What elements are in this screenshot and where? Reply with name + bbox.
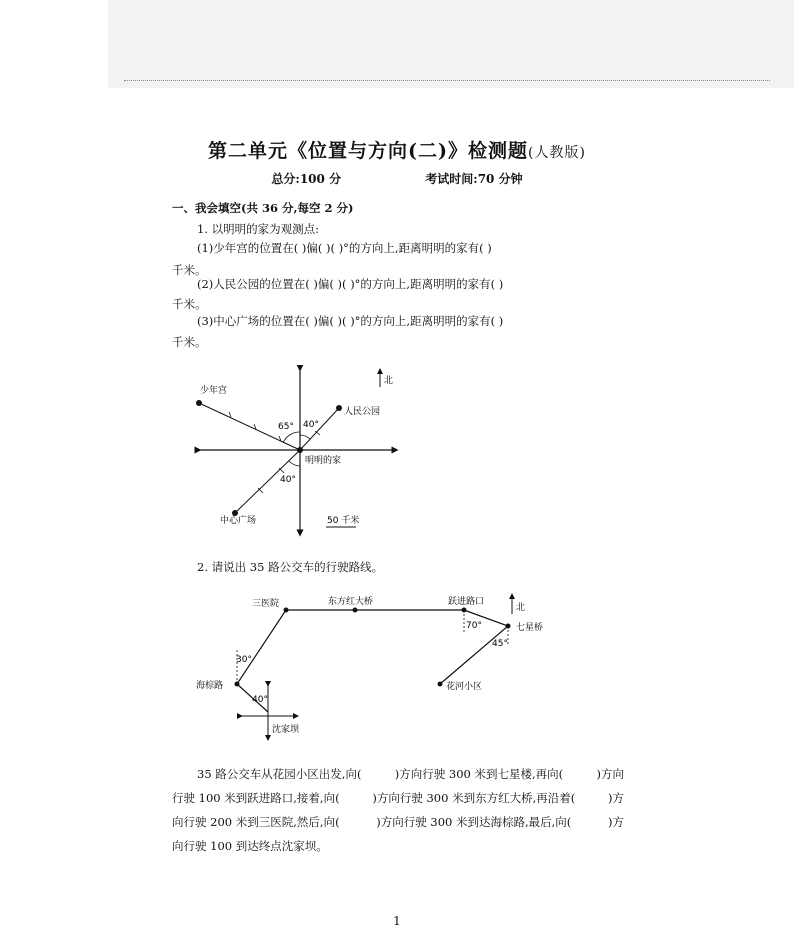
label-haizong: 海棕路 [196, 681, 224, 691]
point-huahe [438, 682, 443, 687]
passage-2-a: 行驶 100 米到跃进路口,接着,向( [172, 791, 340, 805]
point-haizong [235, 682, 240, 687]
map1-north-label: 北 [384, 376, 394, 386]
passage-1-b: )方向行驶 300 米到七星楼,再向( [394, 767, 564, 781]
angle-arc-40-top [300, 435, 310, 439]
passage-3-c: )方 [607, 815, 624, 829]
angle-arc-65 [283, 432, 300, 443]
passage-1-a: 35 路公交车从花园小区出发,向( [197, 767, 362, 781]
passage-1-c: )方向 [596, 767, 624, 781]
point-qixingqiao [506, 624, 511, 629]
angle-label-70: 70° [466, 621, 482, 631]
bus-route-passage [172, 762, 624, 858]
q1-item-1-line1: (1)少年宫的位置在( )偏( )( )°的方向上,距离明明的家有( ) [197, 241, 492, 255]
passage-line-1 [172, 762, 624, 786]
label-zhongxinguangchang: 中心广场 [220, 516, 257, 526]
point-dongfanghong [353, 608, 358, 613]
angle-label-45: 45° [492, 639, 508, 649]
exam-time: 考试时间:70 分钟 [425, 172, 523, 186]
point-shaoniangong [196, 400, 202, 406]
point-mingming [297, 447, 303, 453]
angle-label-40-bottom: 40° [280, 475, 296, 485]
question-1-stem: 1. 以明明的家为观测点: [197, 222, 320, 236]
page-number: 1 [393, 914, 401, 928]
q1-item-2-line1: (2)人民公园的位置在( )偏( )( )°的方向上,距离明明的家有( ) [197, 277, 504, 291]
angle-arc-40-bottom [289, 461, 300, 466]
label-yuejin: 跃进路口 [448, 597, 485, 607]
header-divider [124, 80, 770, 81]
title-edition: (人教版) [528, 145, 586, 161]
angle-label-30: 30° [236, 655, 252, 665]
bus-route-map [190, 588, 570, 743]
label-qixingqiao: 七星桥 [516, 623, 544, 633]
label-renmingongyuan: 人民公园 [344, 407, 381, 417]
page-title [0, 136, 794, 163]
passage-line-2 [172, 786, 624, 810]
q1-item-1-line2: 千米。 [172, 263, 207, 277]
q1-item-3-line2: 千米。 [172, 335, 207, 349]
section-heading: 一、我会填空(共 36 分,每空 2 分) [172, 201, 354, 215]
point-sanyiyuan [284, 608, 289, 613]
passage-2-b: )方向行驶 300 米到东方红大桥,再沿着( [372, 791, 576, 805]
map2-north-label: 北 [516, 603, 526, 613]
passage-3-a: 向行驶 200 米到三医院,然后,向( [172, 815, 340, 829]
title-main: 第二单元《位置与方向(二)》检测题 [208, 140, 529, 162]
passage-line-4 [172, 834, 624, 858]
q1-item-2-line2: 千米。 [172, 297, 207, 311]
passage-4-a: 向行驶 100 到达终点沈家坝。 [172, 839, 328, 853]
point-yuejin [462, 608, 467, 613]
header-band [108, 0, 794, 88]
position-map-1 [190, 365, 420, 540]
point-renmingongyuan [336, 405, 342, 411]
passage-line-3 [172, 810, 624, 834]
label-huahe: 花河小区 [446, 682, 483, 692]
question-2-stem: 2. 请说出 35 路公交车的行驶路线。 [197, 560, 384, 574]
passage-3-b: )方向行驶 300 米到达海棕路,最后,向( [376, 815, 572, 829]
angle-label-40: 40° [252, 695, 268, 705]
label-shenjiaba: 沈家坝 [272, 725, 300, 735]
passage-2-c: )方 [607, 791, 624, 805]
label-mingming: 明明的家 [305, 456, 342, 466]
angle-label-40-top: 40° [303, 420, 319, 430]
scale-label: 50 千米 [327, 516, 360, 526]
label-dongfanghong: 东方红大桥 [328, 597, 374, 607]
total-score: 总分:100 分 [271, 172, 342, 186]
label-shaoniangong: 少年宫 [200, 386, 228, 396]
angle-label-65: 65° [278, 422, 294, 432]
label-sanyiyuan: 三医院 [252, 599, 280, 609]
exam-meta [0, 170, 794, 187]
q1-item-3-line1: (3)中心广场的位置在( )偏( )( )°的方向上,距离明明的家有( ) [197, 314, 504, 328]
